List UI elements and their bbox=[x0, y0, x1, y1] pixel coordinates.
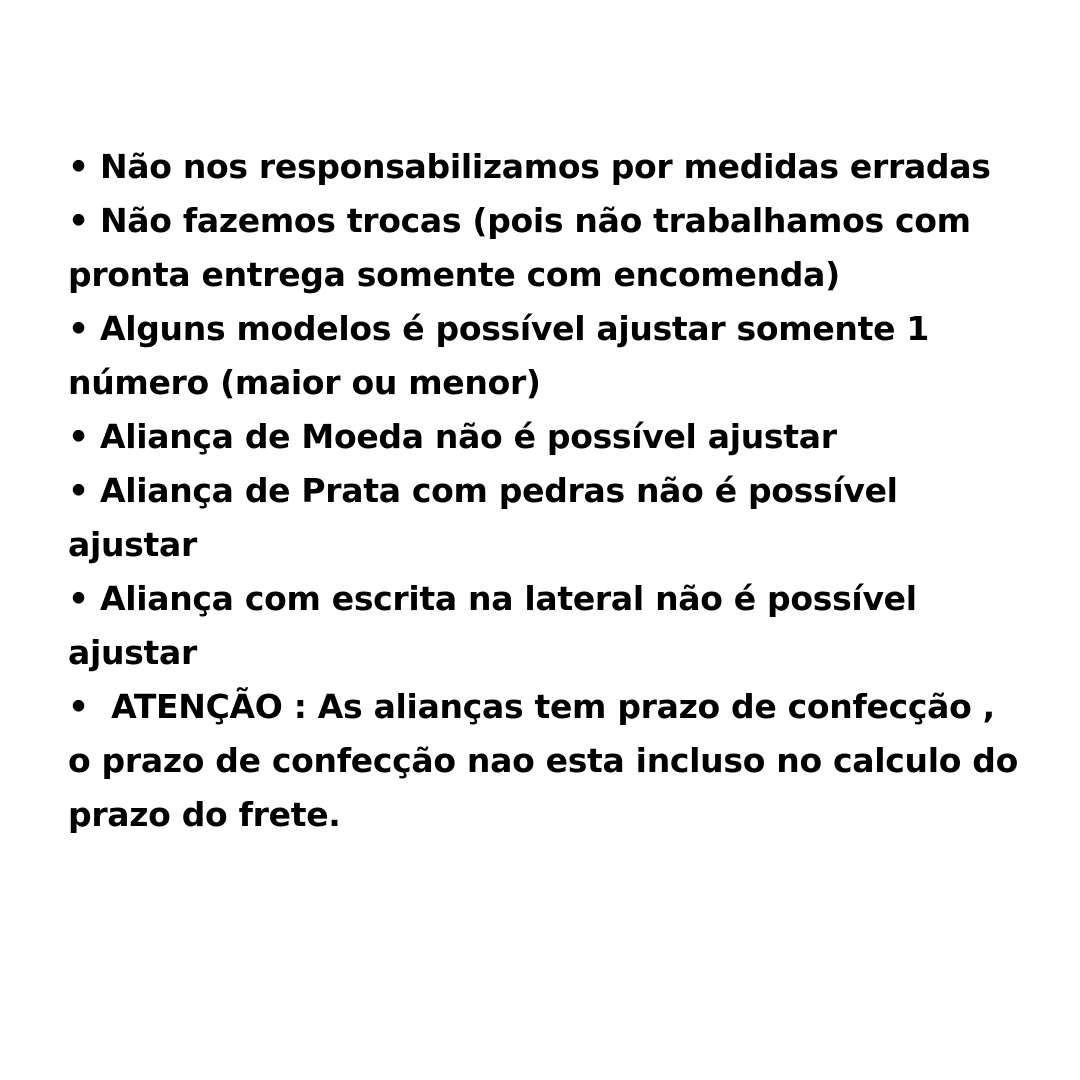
notice-item-adjust-one-size: • Alguns modelos é possível ajustar somente 1 número (maior ou menor) bbox=[68, 309, 941, 402]
notice-item-no-exchanges: • Não fazemos trocas (pois não trabalhamos com pronta entrega somente com encomenda) bbox=[68, 201, 982, 294]
notice-list bbox=[68, 140, 1028, 842]
notice-item-attention-production-time: • ATENÇÃO : As alianças tem prazo de confecção , o prazo de confecção nao esta incluso no calculo do prazo do frete. bbox=[68, 687, 1030, 834]
notice-item-coin-ring: • Aliança de Moeda não é possível ajustar bbox=[68, 417, 837, 456]
notice-item-measurements: • Não nos responsabilizamos por medidas erradas bbox=[68, 147, 991, 186]
notice-item-silver-stones-ring: • Aliança de Prata com pedras não é possível ajustar bbox=[68, 471, 909, 564]
notice-item-side-engraving-ring: • Aliança com escrita na lateral não é possível ajustar bbox=[68, 579, 928, 672]
